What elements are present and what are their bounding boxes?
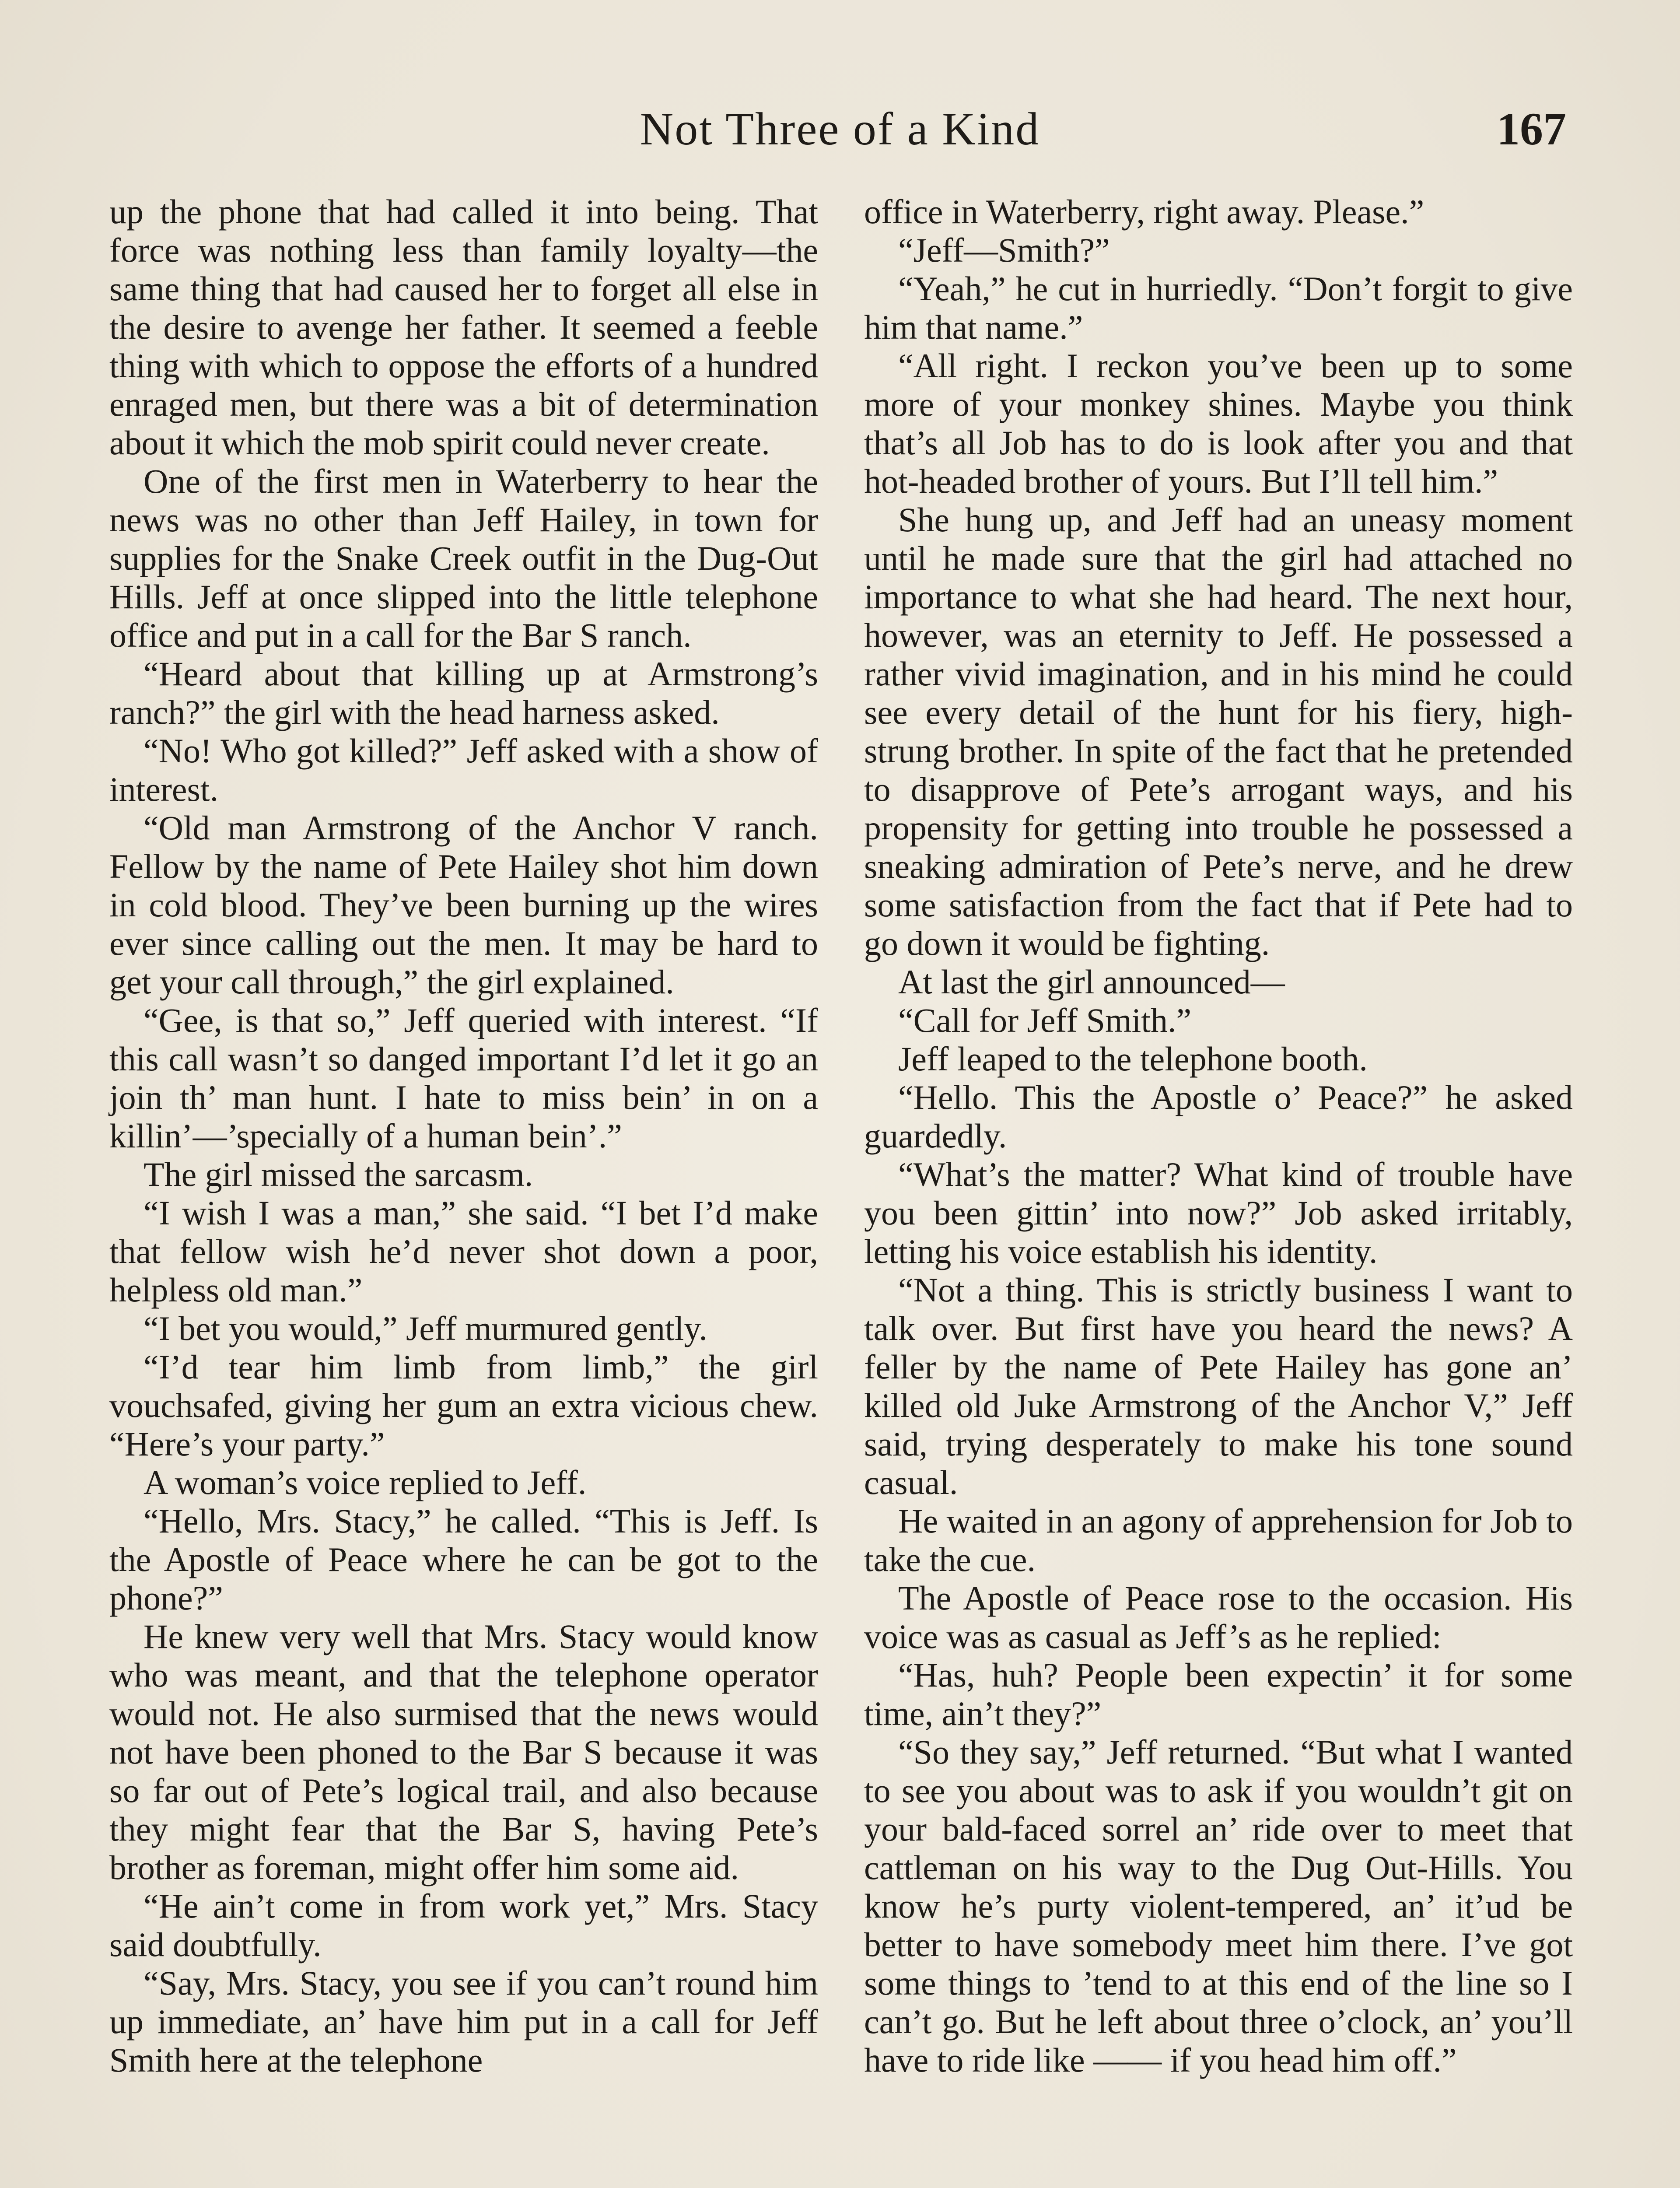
paragraph: He knew very well that Mrs. Stacy would know who was meant, and that the telephone operator would not. He also surmised that the news would not have been phoned to the Bar S because it was so far out of Pete’s logical trail, and also because they might fear that the Bar S, having Pete’s brother as foreman, might offer him some aid. (109, 1617, 818, 1886)
paragraph: “So they say,” Jeff returned. “But what I wanted to see you about was to ask if you wouldn’t git on your bald-faced sorrel an’ ride over to meet that cattleman on his way to the Dug Out-Hills. You know he’s purty violent-tempered, an’ it’ud be better to have somebody meet him there. I’ve got some things to ’tend to at this end of the line so I can’t go. But he left about three o’clock, an’ you’ll have to ride like —— if you head him off.” (864, 1733, 1573, 2079)
paragraph: “Has, huh? People been expectin’ it for some time, ain’t they?” (864, 1656, 1573, 1732)
paragraph: A woman’s voice replied to Jeff. (144, 1463, 587, 1501)
paragraph: “I’d tear him limb from limb,” the girl vouchsafed, giving her gum an extra vicious chew. “Here’s your party.” (109, 1348, 818, 1463)
paragraph: “Say, Mrs. Stacy, you see if you can’t round him up immediate, an’ have him put in a call for Jeff Smith here at the telephone (109, 1964, 818, 2079)
paragraph: “No! Who got killed?” Jeff asked with a show of interest. (109, 732, 818, 808)
paragraph: office in Waterberry, right away. Please.” (864, 193, 1424, 231)
paragraph: Jeff leaped to the telephone booth. (898, 1040, 1368, 1078)
paragraph: “Gee, is that so,” Jeff queried with interest. “If this call wasn’t so danged important I’d let it go an join th’ man hunt. I hate to miss bein’ in on a killin’—’specially of a human bein’.” (109, 1001, 818, 1155)
page-number: 167 (1497, 103, 1566, 154)
paragraph: “Yeah,” he cut in hurriedly. “Don’t forgit to give him that name.” (864, 270, 1573, 346)
paragraph: “Hello, Mrs. Stacy,” he called. “This is Jeff. Is the Apostle of Peace where he can be got to the phone?” (109, 1502, 818, 1617)
paragraph: He waited in an agony of apprehension for Job to take the cue. (864, 1502, 1573, 1578)
paragraph: One of the first men in Waterberry to hear the news was no other than Jeff Hailey, in town for supplies for the Snake Creek outfit in the Dug-Out Hills. Jeff at once slipped into the little telephone office and put in a call for the Bar S ranch. (109, 462, 818, 654)
paragraph: “Heard about that killing up at Armstrong’s ranch?” the girl with the head harness asked. (109, 655, 818, 731)
left-column (109, 193, 818, 2079)
paragraph: “Call for Jeff Smith.” (898, 1001, 1192, 1039)
paragraph: up the phone that had called it into being. That force was nothing less than family loyalty—the same thing that had caused her to forget all else in the desire to avenge her father. It seemed a feeble thing with which to oppose the efforts of a hundred enraged men, but there was a bit of determination about it which the mob spirit could never create. (109, 193, 818, 462)
paragraph: At last the girl announced— (898, 963, 1285, 1001)
paragraph: “Jeff—Smith?” (898, 231, 1110, 269)
paragraph: “Old man Armstrong of the Anchor V ranch. Fellow by the name of Pete Hailey shot him down in cold blood. They’ve been burning up the wires ever since calling out the men. It may be hard to get your call through,” the girl explained. (109, 809, 818, 1001)
paragraph: “All right. I reckon you’ve been up to some more of your monkey shines. Maybe you think that’s all Job has to do is look after you and that hot-headed brother of yours. But I’ll tell him.” (864, 347, 1573, 500)
paragraph: The Apostle of Peace rose to the occasion. His voice was as casual as Jeff’s as he replied: (864, 1579, 1573, 1655)
paragraph: “I wish I was a man,” she said. “I bet I’d make that fellow wish he’d never shot down a poor, helpless old man.” (109, 1194, 818, 1309)
paragraph: The girl missed the sarcasm. (144, 1155, 533, 1193)
paragraph: “What’s the matter? What kind of trouble have you been gittin’ into now?” Job asked irritably, letting his voice establish his identity. (864, 1155, 1573, 1270)
paragraph: “He ain’t come in from work yet,” Mrs. Stacy said doubtfully. (109, 1887, 818, 1964)
paragraph: “I bet you would,” Jeff murmured gently. (144, 1309, 707, 1347)
paragraph: “Hello. This the Apostle o’ Peace?” he asked guardedly. (864, 1078, 1573, 1155)
running-header (0, 98, 1680, 160)
running-title: Not Three of a Kind (640, 103, 1040, 154)
paragraph: She hung up, and Jeff had an uneasy moment until he made sure that the girl had attached no importance to what she had heard. The next hour, however, was an eternity to Jeff. He possessed a rather vivid imagination, and in his mind he could see every detail of the hunt for his fiery, high-strung brother. In spite of the fact that he pretended to disapprove of Pete’s arrogant ways, and his propensity for getting into trouble he possessed a sneaking admiration of Pete’s nerve, and he drew some satisfaction from the fact that if Pete had to go down it would be fighting. (864, 501, 1573, 962)
paragraph: “Not a thing. This is strictly business I want to talk over. But first have you heard the news? A feller by the name of Pete Hailey has gone an’ killed old Juke Armstrong of the Anchor V,” Jeff said, trying desperately to make his tone sound casual. (864, 1271, 1573, 1501)
right-column (864, 193, 1573, 2079)
